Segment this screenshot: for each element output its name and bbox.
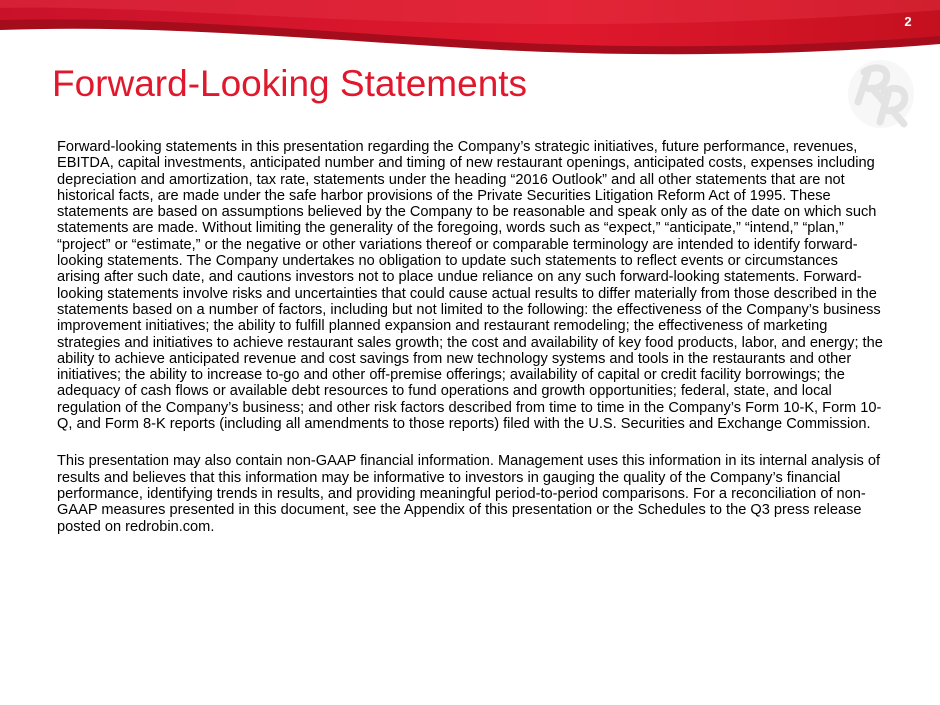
slide-title: Forward-Looking Statements <box>52 63 528 104</box>
body-text <box>57 139 883 556</box>
forward-looking-paragraph: Forward-looking statements in this presentation regarding the Company’s strategic initiatives, future performance, revenues, EBITDA, capital investments, anticipated number and timing of new restaurant openings, anticipated costs, expenses including depreciation and amortization, tax rate, statements under the heading “2016 Outlook” and all other statements that are not historical facts, are made under the safe harbor provisions of the Private Securities Litigation Reform Act of 1995. These statements are based on assumptions believed by the Company to be reasonable and speak only as of the date on which such statements are made. Without limiting the generality of the foregoing, words such as “expect,” “anticipate,” “intend,” “plan,” “project” or “estimate,” or the negative or other variations thereof or comparable terminology are intended to identify forward-looking statements. The Company undertakes no obligation to update such statements to reflect events or circumstances arising after such date, and cautions investors not to place undue reliance on any such forward-looking statements. Forward-looking statements involve risks and uncertainties that could cause actual results to differ materially from those described in the statements based on a number of factors, including but not limited to the following: the effectiveness of the Company’s business improvement initiatives; the ability to fulfill planned expansion and restaurant remodeling; the effectiveness of marketing strategies and initiatives to achieve restaurant sales growth; the cost and availability of key food products, labor, and energy; the ability to achieve anticipated revenue and cost savings from new technology systems and tools in the restaurants and other initiatives; the ability to increase to-go and other off-premise offerings; availability of capital or credit facility borrowings; the adequacy of cash flows or available debt resources to fund operations and growth opportunities; federal, state, and local regulation of the Company’s business; and other risk factors described from time to time in the Company’s Form 10-K, Form 10-Q, and Form 8-K reports (including all amendments to those reports) filed with the U.S. Securities and Exchange Commission. <box>57 139 883 433</box>
red-robin-logo-icon <box>846 58 916 130</box>
non-gaap-paragraph: This presentation may also contain non-GAAP financial information. Management uses this information in its internal analysis of results and believes that this information may be informative to investors in gauging the quality of the Company’s financial performance, identifying trends in results, and providing meaningful period-to-period comparisons. For a reconciliation of non-GAAP measures presented in this document, see the Appendix of this presentation or the Schedules to the Q3 press release posted on redrobin.com. <box>57 453 881 535</box>
slide-number: 2 <box>904 14 912 29</box>
